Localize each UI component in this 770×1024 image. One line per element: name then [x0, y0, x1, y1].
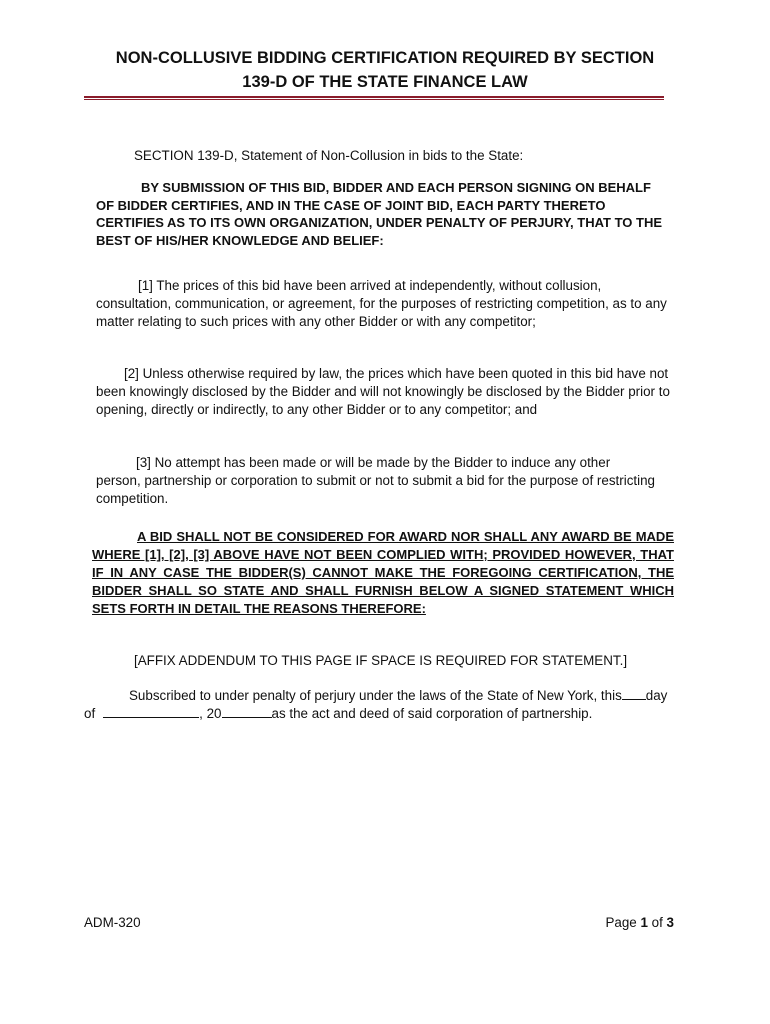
clause-1-text: [1] The prices of this bid have been arrived at independently, without collusion, consultation, communication, or agreement, for the purposes of restricting competition, as to any matter relating to such prices with any other Bidder or with any competitor; — [96, 278, 667, 329]
warning-paragraph — [92, 528, 674, 618]
declaration-text: BY SUBMISSION OF THIS BID, BIDDER AND EACH PERSON SIGNING ON BEHALF OF BIDDER CERTIFIES, AND IN THE CASE OF JOINT BID, EACH PARTY THERETO CERTIFIES AS TO ITS OWN ORGANIZATION, UNDER PENALTY OF PERJURY, THAT TO THE BEST OF HIS/HER KNOWLEDGE AND BELIEF: — [96, 180, 663, 248]
warning-text: A BID SHALL NOT BE CONSIDERED FOR AWARD NOR SHALL ANY AWARD BE MADE WHERE [1], [2], [3] ABOVE HAVE NOT BEEN COMPLIED WITH; PROVIDED HOWEVER, THAT IF IN ANY CASE THE BIDDER(S) CANNOT MAKE THE FOREGOING CERTIFICATION, THE BIDDER SHALL SO STATE AND SHALL FURNISH BELOW A SIGNED STATEMENT WHICH SETS FORTH IN DETAIL THE REASONS THEREFORE: — [92, 529, 674, 616]
month-blank[interactable] — [103, 706, 199, 718]
clause-3-text: [3] No attempt has been made or will be made by the Bidder to induce any other person, partnership or corporation to submit or not to submit a bid for the purpose of restricting competition. — [96, 455, 655, 506]
page-current: 1 — [640, 915, 648, 930]
title-rule-thin — [84, 99, 664, 100]
page-number — [605, 915, 674, 930]
day-blank[interactable] — [622, 688, 646, 700]
page-prefix: Page — [605, 915, 641, 930]
page-of: of — [647, 915, 667, 930]
affix-note: [AFFIX ADDENDUM TO THIS PAGE IF SPACE IS REQUIRED FOR STATEMENT.] — [134, 653, 628, 668]
clause-3 — [96, 454, 656, 508]
year-blank[interactable] — [222, 706, 272, 718]
subscribed-text-4: as the act and deed of said corporation of partnership. — [271, 706, 593, 721]
declaration-paragraph — [96, 179, 664, 249]
subscribed-text-3: , 20 — [199, 706, 222, 721]
clause-1 — [96, 277, 668, 331]
subscribed-text-2: day of — [84, 688, 668, 721]
page-total: 3 — [666, 915, 674, 930]
subscribed-text-1: Subscribed to under penalty of perjury under the laws of the State of New York, this — [129, 688, 622, 703]
subscribed-paragraph — [84, 687, 674, 723]
form-id: ADM-320 — [84, 915, 141, 930]
document-title — [40, 46, 730, 94]
section-heading: SECTION 139-D, Statement of Non-Collusion in bids to the State: — [134, 148, 524, 163]
clause-2-text: [2] Unless otherwise required by law, the prices which have been quoted in this bid have not been knowingly disclosed by the Bidder and will not knowingly be disclosed by the Bidder prior to opening, directly or indirectly, to any other Bidder or to any competitor; and — [96, 366, 670, 417]
clause-2 — [96, 365, 670, 419]
title-line-2: 139-D OF THE STATE FINANCE LAW — [242, 73, 528, 91]
title-line-1: NON-COLLUSIVE BIDDING CERTIFICATION REQUIRED BY SECTION — [115, 49, 655, 67]
title-rule — [84, 96, 664, 98]
